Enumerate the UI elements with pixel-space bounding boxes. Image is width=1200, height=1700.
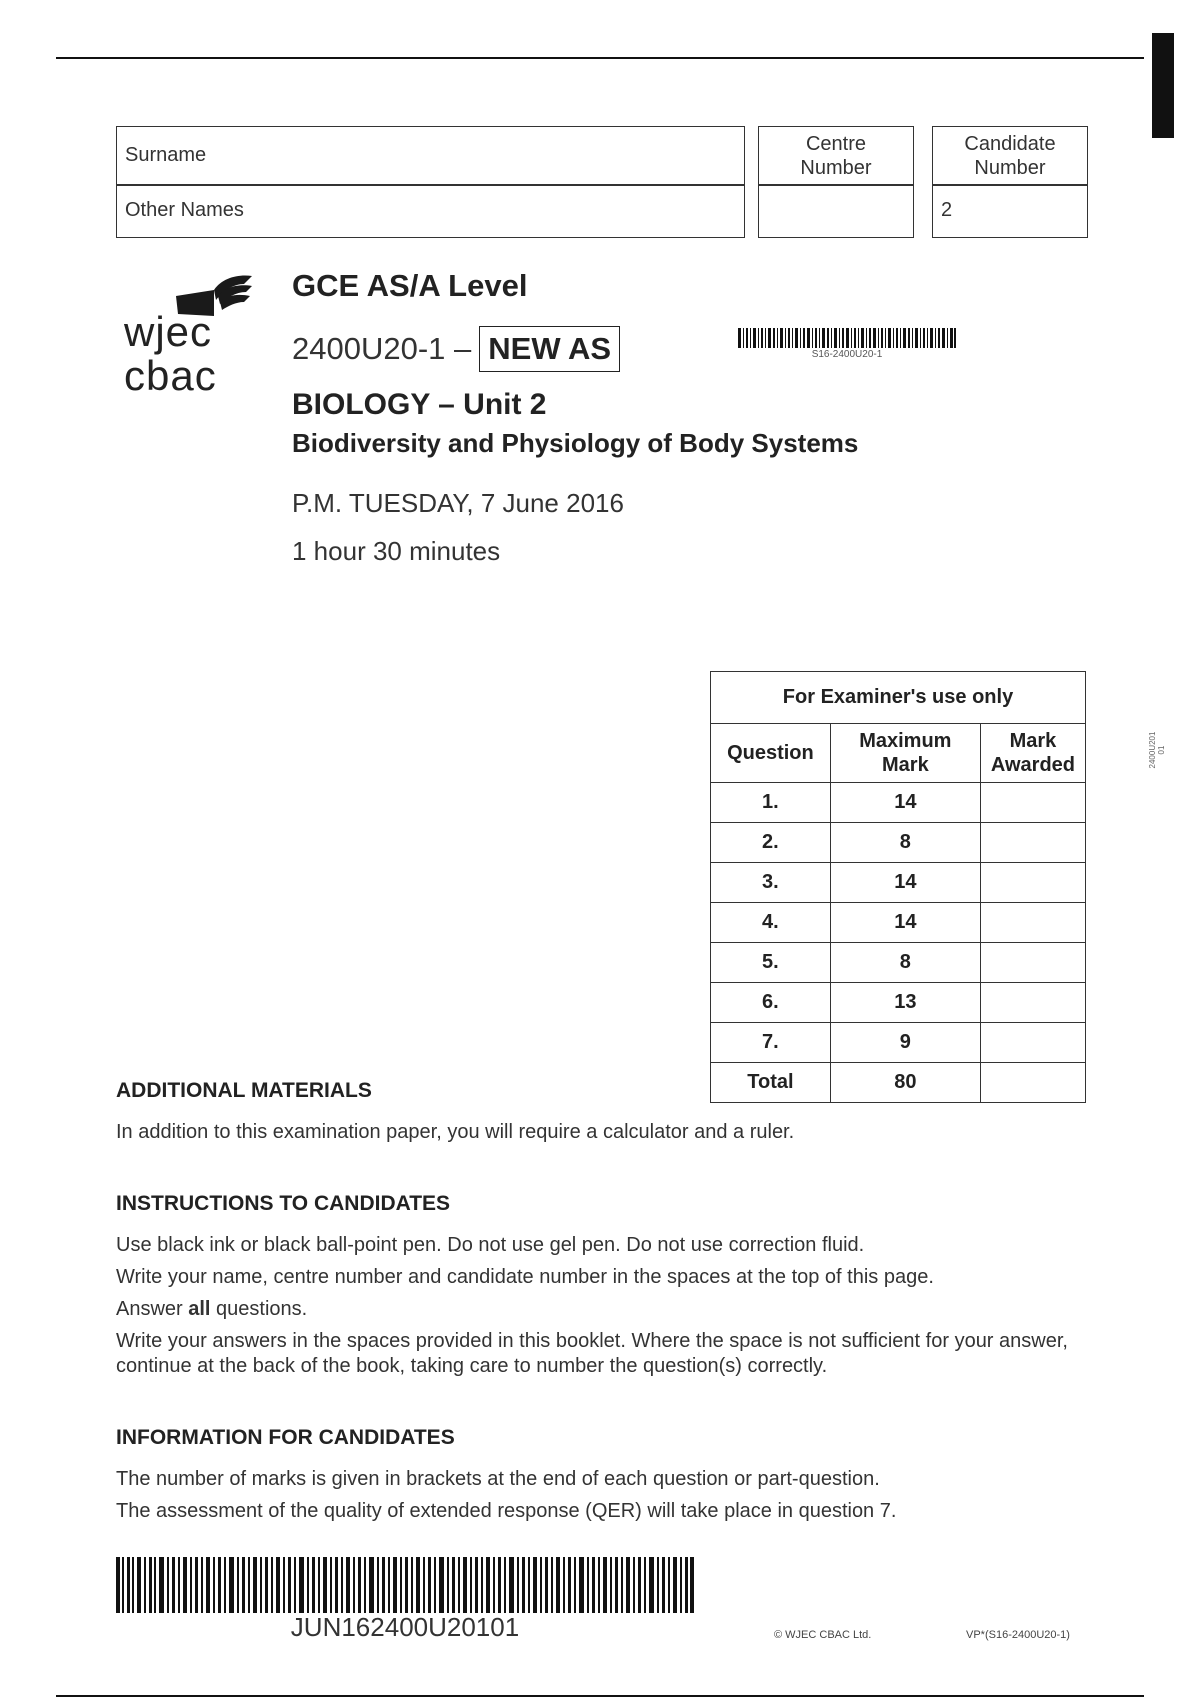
max-mark-cell: 8 — [830, 823, 980, 863]
col-header-mark-awarded: Mark Awarded — [980, 724, 1085, 783]
other-names-field[interactable] — [116, 184, 745, 238]
small-barcode-text: S16-2400U20-1 — [811, 349, 883, 360]
max-mark-cell: 14 — [830, 903, 980, 943]
candidate-number-field[interactable] — [932, 184, 1088, 238]
instruction-line-4: Write your answers in the spaces provided in this booklet. Where the space is not sufficient for your answer, continue at the back of the book, taking care to number the question(s) correctly. — [116, 1330, 1068, 1377]
centre-label-line-2: Number — [800, 157, 872, 179]
information-line-2: The assessment of the quality of extended response (QER) will take place in question 7. — [116, 1500, 897, 1522]
examiner-table-title: For Examiner's use only — [711, 672, 1086, 724]
instruction-line-1: Use black ink or black ball-point pen. Do not use gel pen. Do not use correction fluid. — [116, 1234, 865, 1256]
logo-line-2: cbac — [124, 352, 217, 399]
question-cell: 1. — [711, 783, 831, 823]
surname-field[interactable] — [116, 126, 745, 186]
bottom-rule — [56, 1695, 1144, 1697]
question-cell: 5. — [711, 943, 831, 983]
total-label: Total — [711, 1063, 831, 1103]
copyright-text: © WJEC CBAC Ltd. — [774, 1629, 872, 1641]
mark-awarded-cell[interactable] — [980, 943, 1085, 983]
table-row — [711, 783, 1086, 823]
col-header-maximum-mark: Maximum Mark — [830, 724, 980, 783]
side-code-line-2: 01 — [1157, 745, 1166, 755]
exam-code-line — [292, 326, 620, 372]
instruction-line-2: Write your name, centre number and candidate number in the spaces at the top of this page. — [116, 1266, 934, 1288]
small-barcode — [738, 328, 956, 348]
max-mark-cell: 14 — [830, 863, 980, 903]
side-code — [1148, 720, 1166, 780]
total-row — [711, 1063, 1086, 1103]
footer-barcode-text: JUN162400U20101 — [290, 1612, 520, 1642]
table-row — [711, 1023, 1086, 1063]
mark-awarded-cell[interactable] — [980, 983, 1085, 1023]
paper-reference: VP*(S16-2400U20-1) — [966, 1629, 1070, 1641]
exam-date: P.M. TUESDAY, 7 June 2016 — [292, 488, 624, 518]
wjec-cbac-logo — [124, 310, 217, 398]
logo-line-1: wjec — [124, 308, 213, 355]
instruction-line-3-pre: Answer — [116, 1298, 189, 1320]
candidate-label-line-1: Candidate — [964, 133, 1056, 155]
mark-awarded-cell[interactable] — [980, 863, 1085, 903]
mark-awarded-cell[interactable] — [980, 903, 1085, 943]
other-names-label: Other Names — [125, 199, 244, 221]
mark-awarded-cell[interactable] — [980, 823, 1085, 863]
instructions-heading: INSTRUCTIONS TO CANDIDATES — [116, 1192, 451, 1215]
surname-label: Surname — [125, 144, 207, 166]
table-row — [711, 863, 1086, 903]
table-row — [711, 983, 1086, 1023]
candidate-number-value: 2 — [941, 199, 953, 221]
table-row — [711, 943, 1086, 983]
top-rule — [56, 57, 1144, 59]
centre-number-field[interactable] — [758, 184, 914, 238]
centre-label-line-1: Centre — [805, 133, 866, 155]
max-mark-cell: 14 — [830, 783, 980, 823]
total-max-mark: 80 — [830, 1063, 980, 1103]
question-cell: 2. — [711, 823, 831, 863]
new-as-badge: NEW AS — [479, 326, 620, 372]
subject-subtitle: Biodiversity and Physiology of Body Systems — [292, 428, 859, 458]
max-mark-cell: 9 — [830, 1023, 980, 1063]
additional-materials-text: In addition to this examination paper, you will require a calculator and a ruler. — [116, 1121, 795, 1143]
instruction-line-3-bold: all — [188, 1298, 211, 1320]
exam-code: 2400U20-1 – — [292, 331, 472, 366]
information-heading: INFORMATION FOR CANDIDATES — [116, 1426, 455, 1449]
footer-barcode — [116, 1557, 694, 1613]
exam-level: GCE AS/A Level — [292, 268, 528, 303]
mark-awarded-cell[interactable] — [980, 783, 1085, 823]
table-row — [711, 903, 1086, 943]
question-cell: 3. — [711, 863, 831, 903]
additional-materials-heading: ADDITIONAL MATERIALS — [116, 1079, 372, 1102]
exam-duration: 1 hour 30 minutes — [292, 536, 501, 566]
information-line-1: The number of marks is given in brackets at the end of each question or part-question. — [116, 1468, 880, 1490]
table-row — [711, 823, 1086, 863]
col-header-question: Question — [711, 724, 831, 783]
max-mark-cell: 8 — [830, 943, 980, 983]
candidate-label-line-2: Number — [974, 157, 1046, 179]
question-cell: 4. — [711, 903, 831, 943]
total-awarded-cell[interactable] — [980, 1063, 1085, 1103]
instruction-line-3-post: questions. — [210, 1298, 308, 1320]
mark-awarded-cell[interactable] — [980, 1023, 1085, 1063]
max-mark-cell: 13 — [830, 983, 980, 1023]
edge-marker — [1152, 33, 1174, 138]
question-cell: 6. — [711, 983, 831, 1023]
centre-number-header — [758, 126, 914, 186]
candidate-number-header — [932, 126, 1088, 186]
question-cell: 7. — [711, 1023, 831, 1063]
examiner-table — [710, 671, 1086, 1103]
instruction-line-3 — [116, 1297, 1096, 1322]
subject-title: BIOLOGY – Unit 2 — [292, 388, 547, 421]
side-code-line-1: 2400U201 — [1148, 731, 1157, 769]
